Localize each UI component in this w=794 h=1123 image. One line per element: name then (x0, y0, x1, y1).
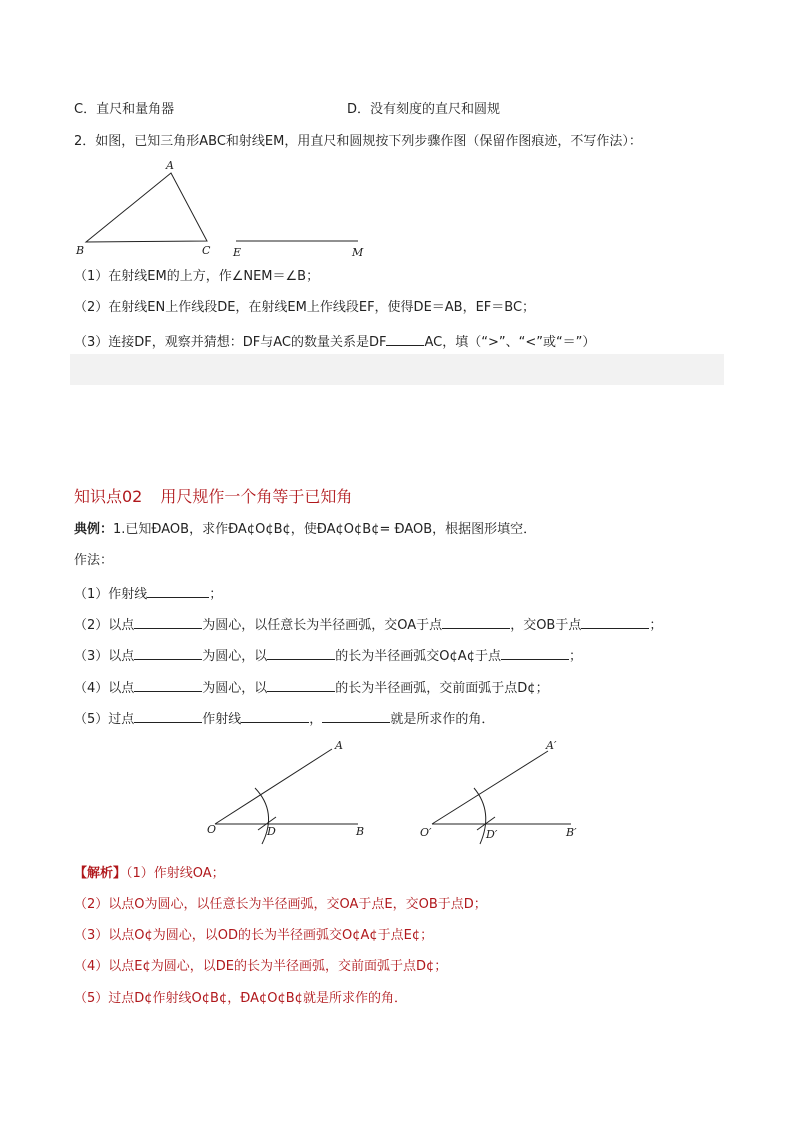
label-D2-fig2: D′ (486, 828, 498, 841)
blank-2c[interactable] (581, 614, 649, 629)
section-heading (74, 484, 352, 507)
angle-aob-figure (207, 739, 364, 844)
answer-area[interactable] (70, 354, 724, 385)
option-d: D．没有刻度的直尺和圆规 (347, 102, 501, 117)
method-step2: （2）以点 为圆心，以任意长为半径画弧，交OA于点 ，交OB于点 ； (74, 614, 662, 635)
q2-step3 (74, 331, 595, 352)
label-O-fig1: O (207, 823, 217, 836)
method-step1: （1）作射线 ； (74, 583, 222, 604)
label-A: A (166, 159, 174, 172)
angle-a2o2b2-figure (420, 739, 577, 844)
analysis-line4: （4）以点E¢为圆心，以DE的长为半径画弧，交前面弧于点D¢； (74, 959, 448, 974)
blank-5b[interactable] (241, 708, 309, 723)
label-A-fig1: A (335, 739, 343, 752)
analysis-line3: （3）以点O¢为圆心，以OD的长为半径画弧交O¢A¢于点E¢； (74, 928, 434, 943)
q2-step2: （2）在射线EN上作线段DE，在射线EM上作线段EF，使得DE＝AB，EF＝BC； (74, 300, 536, 315)
analysis-line2: （2）以点O为圆心，以任意长为半径画弧，交OA于点E，交OB于点D； (74, 897, 487, 912)
blank-4b[interactable] (267, 677, 335, 692)
ray-o2a2 (432, 751, 548, 824)
section-number: 知识点02 (74, 487, 143, 506)
blank-2a[interactable] (134, 614, 202, 629)
answer-blank[interactable] (386, 331, 424, 346)
option-c: C．直尺和量角器 (74, 102, 175, 117)
analysis-line1: 【解析】（1）作射线OA； (74, 866, 225, 881)
ray-oa (215, 749, 332, 824)
triangle-abc-figure (75, 159, 211, 257)
blank-1[interactable] (147, 583, 209, 598)
triangle-abc (86, 173, 207, 242)
blank-3a[interactable] (134, 645, 202, 660)
example-stem-line (74, 521, 536, 539)
label-M: M (352, 246, 364, 259)
q2-step3-text-b: AC，填（“>”、“<”或“＝”） (424, 335, 596, 350)
blank-3c[interactable] (501, 645, 569, 660)
analysis-line5: （5）过点D¢作射线O¢B¢，ÐA¢O¢B¢就是所求作的角． (74, 991, 407, 1006)
method-label: 作法： (74, 553, 114, 568)
label-B2-fig2: B′ (566, 826, 577, 839)
label-A2-fig2: A′ (546, 739, 557, 752)
q2-stem: 2．如图，已知三角形ABC和射线EM，用直尺和圆规按下列步骤作图（保留作图痕迹，不写作法）： (74, 134, 642, 149)
blank-5c[interactable] (322, 708, 390, 723)
label-C: C (202, 244, 211, 257)
ray-em-figure (232, 241, 364, 259)
method-step3: （3）以点 为圆心，以 的长为半径画弧交O¢A¢于点 ； (74, 645, 582, 666)
blank-2b[interactable] (442, 614, 510, 629)
section-title: 用尺规作一个角等于已知角 (160, 487, 353, 506)
label-D-fig1: D (267, 825, 276, 838)
blank-4a[interactable] (134, 677, 202, 692)
label-B: B (76, 244, 85, 257)
label-O2-fig2: O′ (420, 826, 432, 839)
label-E: E (233, 246, 242, 259)
method-step4: （4）以点 为圆心，以 的长为半径画弧，交前面弧于点D¢； (74, 677, 549, 698)
example-label: 典例： (74, 522, 114, 537)
example-stem: 1.已知ÐAOB，求作ÐA¢O¢B¢，使ÐA¢O¢B¢= ÐAOB，根据图形填空． (113, 522, 537, 537)
blank-5a[interactable] (134, 708, 202, 723)
q2-step3-text-a: （3）连接DF，观察并猜想：DF与AC的数量关系是DF (74, 335, 387, 350)
label-B-fig1: B (356, 825, 365, 838)
analysis-tag: 【解析】 (74, 866, 127, 881)
method-step5: （5）过点 作射线 ， 就是所求作的角． (74, 708, 494, 729)
q2-step1: （1）在射线EM的上方，作∠NEM＝∠B； (74, 269, 320, 284)
blank-3b[interactable] (267, 645, 335, 660)
